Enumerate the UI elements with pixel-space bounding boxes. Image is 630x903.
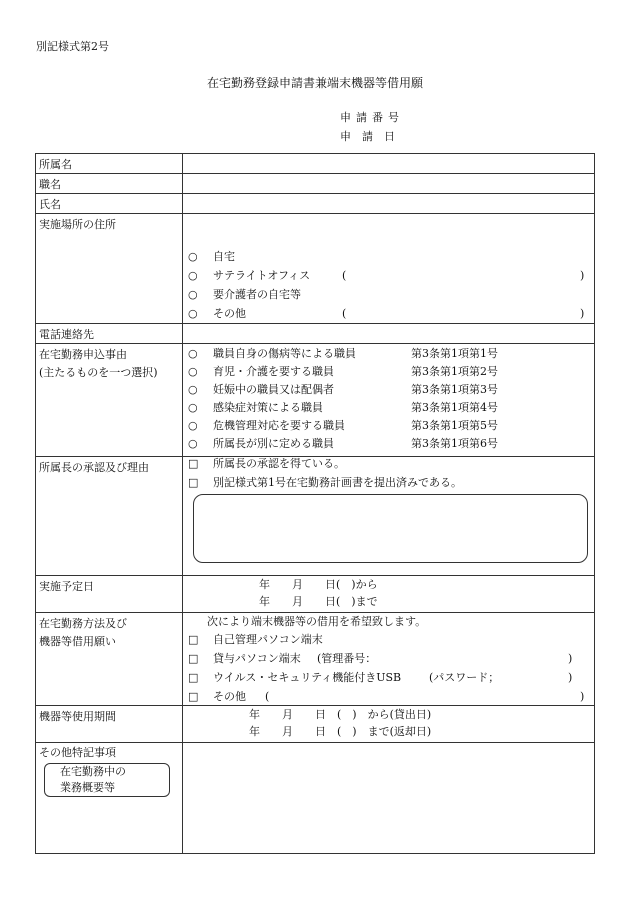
period-from[interactable]: 年 月 日 ( ) から(貸出日) [249, 708, 432, 721]
reason-3-label: 妊娠中の職員又は配偶者 [213, 383, 334, 396]
secure-usb-label: ウイルス・セキュリティ機能付きUSB [213, 671, 402, 684]
period-to[interactable]: 年 月 日 ( ) まで(返却日) [249, 725, 432, 738]
close-paren: ) [580, 690, 585, 703]
notes-label: その他特記事項 [39, 746, 116, 759]
row-approval [36, 457, 595, 576]
schedule-from[interactable]: 年 月 日( )から [259, 578, 378, 591]
loaned-pc-label: 貸与パソコン端末 [213, 652, 301, 665]
row-position [36, 174, 595, 194]
affiliation-label: 所属名 [39, 158, 72, 171]
close-paren: ) [580, 307, 585, 320]
approval-obtained-label: 所属長の承認を得ている。 [213, 457, 345, 470]
notes-field[interactable] [183, 743, 595, 854]
application-form-table [35, 153, 595, 854]
row-notes [36, 743, 595, 854]
option-care-home-label: 要介護者の自宅等 [213, 288, 301, 301]
row-name [36, 194, 595, 214]
management-number-label: (管理番号： [317, 652, 377, 665]
radio-reason-2[interactable]: ○ [188, 365, 198, 378]
reason-6-label: 所属長が別に定める職員 [213, 437, 334, 450]
name-label: 氏名 [39, 198, 61, 211]
checkbox-method-other[interactable]: □ [188, 690, 199, 703]
reason-2-article: 第3条第1項第2号 [411, 365, 498, 378]
open-paren: ( [342, 269, 347, 282]
radio-reason-1[interactable]: ○ [188, 347, 198, 360]
row-period [36, 706, 595, 743]
reason-3-article: 第3条第1項第3号 [411, 383, 498, 396]
reason-bracket-box[interactable] [193, 494, 588, 563]
checkbox-loaned-pc[interactable]: □ [188, 652, 199, 665]
phone-label: 電話連絡先 [39, 328, 94, 341]
radio-reason-5[interactable]: ○ [188, 419, 198, 432]
reason-6-article: 第3条第1項第6号 [411, 437, 498, 450]
checkbox-personal-pc[interactable]: □ [188, 633, 199, 646]
option-location-other-label: その他 [213, 307, 246, 320]
form-code: 別記様式第2号 [36, 40, 109, 53]
row-affiliation [36, 154, 595, 174]
period-label: 機器等使用期間 [39, 710, 116, 723]
close-paren: ) [568, 671, 573, 684]
method-label-1: 在宅勤務方法及び [39, 617, 127, 630]
method-label-2: 機器等借用願い [39, 635, 116, 648]
phone-field[interactable] [183, 324, 595, 344]
option-home-label: 自宅 [213, 250, 235, 263]
method-intro: 次により端末機器等の借用を希望致します。 [207, 615, 427, 628]
radio-reason-4[interactable]: ○ [188, 401, 198, 414]
reason-1-label: 職員自身の傷病等による職員 [213, 347, 356, 360]
row-reason [36, 344, 595, 457]
row-location [36, 214, 595, 324]
checkbox-approval-obtained[interactable]: □ [188, 457, 199, 470]
open-paren: ( [265, 690, 270, 703]
row-schedule [36, 576, 595, 613]
position-field[interactable] [183, 174, 595, 194]
option-satellite-office-label: サテライトオフィス [213, 269, 311, 282]
plan-submitted-label: 別記様式第1号在宅勤務計画書を提出済みである。 [213, 476, 462, 489]
name-field[interactable] [183, 194, 595, 214]
radio-care-home[interactable]: ○ [188, 288, 198, 301]
row-phone [36, 324, 595, 344]
location-label: 実施場所の住所 [39, 218, 116, 231]
schedule-to[interactable]: 年 月 日( )まで [259, 595, 378, 608]
radio-location-other[interactable]: ○ [188, 307, 198, 320]
affiliation-field[interactable] [183, 154, 595, 174]
schedule-label: 実施予定日 [39, 580, 94, 593]
notes-bracket-line1: 在宅勤務中の [60, 765, 126, 778]
reason-4-article: 第3条第1項第4号 [411, 401, 498, 414]
radio-reason-6[interactable]: ○ [188, 437, 198, 450]
checkbox-secure-usb[interactable]: □ [188, 671, 199, 684]
document-title: 在宅勤務登録申請書兼端末機器等借用願 [206, 76, 423, 90]
row-method [36, 613, 595, 706]
reason-label: 在宅勤務申込事由 [39, 348, 127, 361]
personal-pc-label: 自己管理パソコン端末 [213, 633, 323, 646]
radio-satellite-office[interactable]: ○ [188, 269, 198, 282]
reason-4-label: 感染症対策による職員 [213, 401, 323, 414]
reason-5-label: 危機管理対応を要する職員 [213, 419, 345, 432]
method-other-label: その他 [213, 690, 246, 703]
reason-sublabel: (主たるものを一つ選択) [39, 366, 158, 379]
close-paren: ) [580, 269, 585, 282]
position-label: 職名 [39, 178, 61, 191]
checkbox-plan-submitted[interactable]: □ [188, 476, 199, 489]
reason-5-article: 第3条第1項第5号 [411, 419, 498, 432]
password-label: (パスワード； [429, 671, 500, 684]
notes-bracket-line2: 業務概要等 [60, 781, 115, 794]
approval-label: 所属長の承認及び理由 [39, 461, 149, 474]
close-paren: ) [568, 652, 573, 665]
radio-reason-3[interactable]: ○ [188, 383, 198, 396]
radio-home[interactable]: ○ [188, 250, 198, 263]
application-date-label: 申 請 日 [340, 130, 395, 143]
reason-1-article: 第3条第1項第1号 [411, 347, 498, 360]
application-number-label: 申請番号 [340, 111, 404, 124]
open-paren: ( [342, 307, 347, 320]
reason-2-label: 育児・介護を要する職員 [213, 365, 334, 378]
